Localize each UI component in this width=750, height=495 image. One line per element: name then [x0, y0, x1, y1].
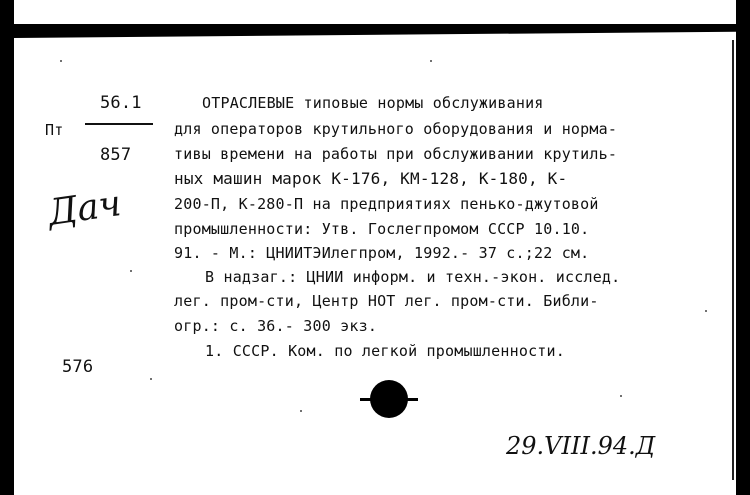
text-line-8: В надзаг.: ЦНИИ информ. и техн.-экон. исслед.	[205, 268, 621, 286]
scan-speck	[60, 60, 62, 62]
text-line-1: ОТРАСЛЕВЫЕ типовые нормы обслуживания	[202, 94, 544, 112]
scan-speck	[130, 270, 132, 272]
handwritten-mark: Дач	[45, 183, 124, 234]
scan-border-left	[0, 0, 14, 495]
shelf-mark-rule	[85, 123, 153, 125]
scan-speck	[705, 310, 707, 312]
text-line-6: промышленности: Утв. Гослегпромом СССР 10.10.	[174, 220, 590, 238]
text-line-7: 91. - М.: ЦНИИТЭИлегпром, 1992.- 37 с.;22 см.	[174, 244, 590, 262]
shelf-mark-bottom: 857	[100, 145, 132, 165]
text-line-11: 1. СССР. Ком. по легкой промышленности.	[205, 342, 565, 360]
text-line-10: огр.: с. 36.- 300 экз.	[174, 317, 378, 335]
punch-hole	[370, 380, 408, 418]
shelf-mark-prefix: Пт	[45, 121, 64, 139]
text-line-4: ных машин марок К-176, КМ-128, К-180, К-	[174, 169, 568, 188]
card-number: 576	[62, 357, 94, 377]
card-edge-line	[732, 40, 734, 480]
shelf-mark-top: 56.1	[100, 93, 142, 113]
text-line-3: тивы времени на работы при обслуживании крутиль-	[174, 145, 618, 163]
scan-speck	[300, 410, 302, 412]
text-line-9: лег. пром-сти, Центр НОТ лег. пром-сти. Библи-	[174, 292, 599, 310]
scan-speck	[430, 60, 432, 62]
scan-border-top	[14, 24, 736, 38]
scan-speck	[620, 395, 622, 397]
scan-speck	[150, 378, 152, 380]
text-line-2: для операторов крутильного оборудования и норма-	[174, 120, 618, 138]
scan-border-right	[736, 0, 750, 495]
text-line-5: 200-П, К-280-П на предприятиях пенько-джутовой	[174, 195, 599, 213]
handwritten-date: 29.VIII.94.Д	[506, 432, 656, 460]
